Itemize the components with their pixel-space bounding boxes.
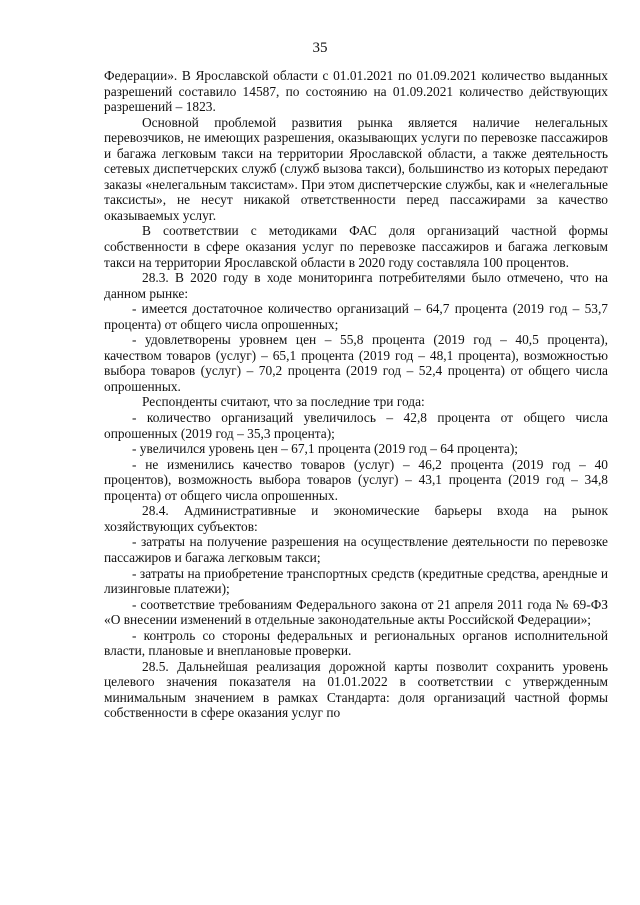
list-item: - не изменились качество товаров (услуг) – 46,2 процента (2019 год – 40 процентов), возможность выбора товаров (услуг) – 43,1 процента (2019 год – 34,8 процента) от общего числа опрошенных.: [104, 456, 608, 503]
paragraph: Основной проблемой развития рынка является наличие нелегальных перевозчиков, не имеющих разрешения, оказывающих услуги по перевозке пассажиров и багажа легковым такси на территории Ярославской области, а также деятельность сетевых диспетчерских служб (служб вызова такси), большинство из которых передают заказы «нелегальным таксистам». При этом диспетчерские службы, как и «нелегальные таксисты», не несут никакой ответственности перед пассажирами за качество оказываемых услуг.: [104, 114, 608, 223]
list-item: - имеется достаточное количество организаций – 64,7 процента (2019 год – 53,7 процента) от общего числа опрошенных;: [104, 301, 608, 332]
document-body: [104, 68, 608, 721]
section-heading-28-4: 28.4. Административные и экономические барьеры входа на рынок хозяйствующих субъектов:: [104, 503, 608, 534]
page-number: 35: [312, 40, 328, 56]
list-item: - удовлетворены уровнем цен – 55,8 процента (2019 год – 40,5 процента), качеством товаров (услуг) – 65,1 процента (2019 год – 48,1 процента), возможностью выбора товаров (услуг) – 70,2 процента (2019 год – 52,4 процента) от общего числа опрошенных.: [104, 332, 608, 394]
list-item: - затраты на получение разрешения на осуществление деятельности по перевозке пассажиров и багажа легковым такси;: [104, 534, 608, 565]
list-item: - затраты на приобретение транспортных средств (кредитные средства, арендные и лизинговые платежи);: [104, 565, 608, 597]
section-heading-28-5: 28.5. Дальнейшая реализация дорожной карты позволит сохранить уровень целевого значения показателя на 01.01.2022 в соответствии с утвержденным минимальным значением в рамках Стандарта: доля организаций частной формы собственности в сфере оказания услуг по: [104, 658, 608, 721]
paragraph: В соответствии с методиками ФАС доля организаций частной формы собственности в сфере оказания услуг по перевозке пассажиров и багажа легковым такси на территории Ярославской области в 2020 году составляла 100 процентов.: [104, 223, 608, 270]
paragraph: Респонденты считают, что за последние три года:: [142, 394, 425, 410]
paragraph: Федерации». В Ярославской области с 01.01.2021 по 01.09.2021 количество выданных разрешений составило 14587, по состоянию на 01.09.2021 количество действующих разрешений – 1823.: [104, 68, 608, 115]
list-item: - контроль со стороны федеральных и региональных органов исполнительной власти, плановые и внеплановые проверки.: [104, 627, 608, 659]
section-heading-28-3: 28.3. В 2020 году в ходе мониторинга потребителями было отмечено, что на данном рынке:: [104, 270, 608, 301]
list-item: - количество организаций увеличилось – 42,8 процента от общего числа опрошенных (2019 год – 35,3 процента);: [104, 410, 608, 441]
list-item: - увеличился уровень цен – 67,1 процента (2019 год – 64 процента);: [132, 441, 519, 457]
list-item: - соответствие требованиям Федерального закона от 21 апреля 2011 года № 69-ФЗ «О внесении изменений в отдельные законодательные акты Российской Федерации»;: [104, 596, 608, 628]
